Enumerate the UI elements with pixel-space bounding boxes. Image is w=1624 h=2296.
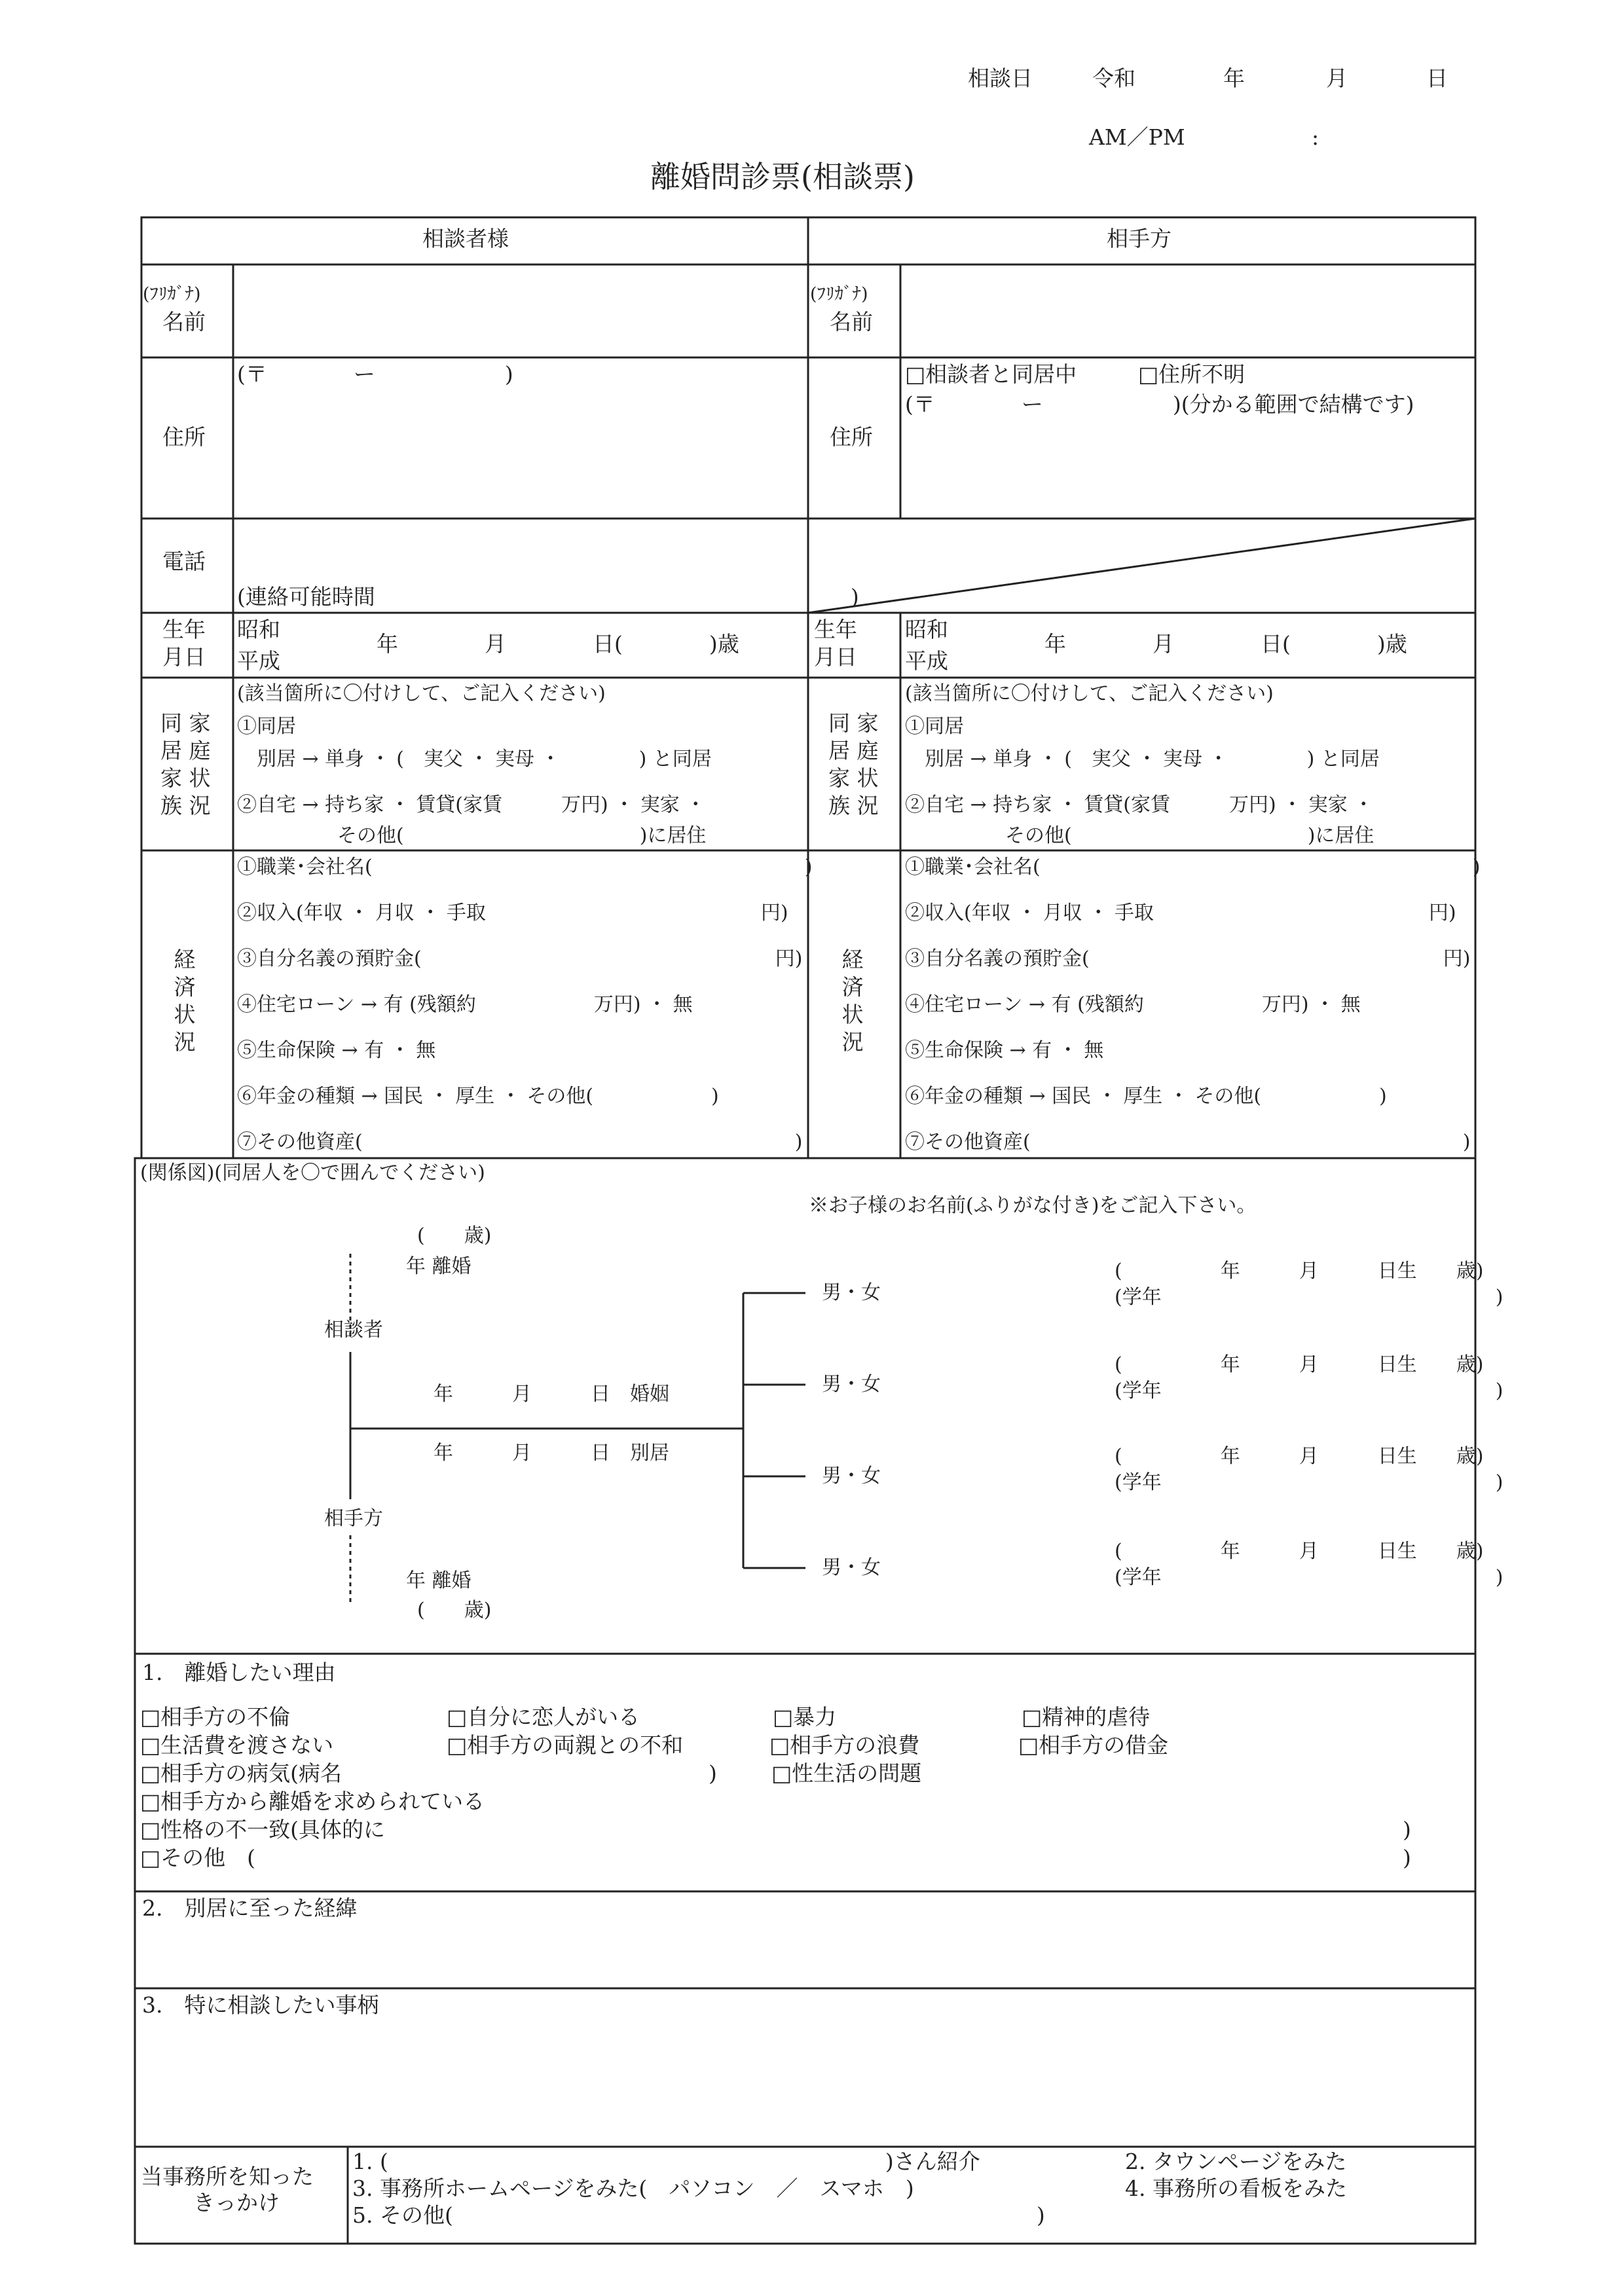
contact-time-field[interactable]: (連絡可能時間 ) <box>237 584 859 610</box>
partner-family-separate[interactable]: 別居 → 単身 ・ ( 実父 ・ 実母 ・ ) と同居 <box>925 748 1380 771</box>
relation-heading: (関係図)(同居人を〇で囲んでください) <box>140 1161 485 1184</box>
client-family-home[interactable]: ②自宅 → 持ち家 ・ 賃貸(家賃 万円) ・ 実家 ・ <box>237 793 706 816</box>
partner-econ-job[interactable]: ①職業･会社名( ) <box>905 856 1481 879</box>
partner-birth-fields[interactable]: 年 月 日( )歳 <box>1044 631 1407 657</box>
child-2-grade[interactable]: (学年 ) <box>1115 1379 1504 1402</box>
client-econ-label: 経済状況 <box>174 947 196 1055</box>
client-heisei[interactable]: 平成 <box>237 648 280 674</box>
era-label: 令和 <box>1092 65 1135 91</box>
partner-econ-insurance[interactable]: ⑤生命保険 → 有 ・ 無 <box>905 1039 1104 1062</box>
reason-other-checkbox[interactable]: □その他 ( <box>140 1845 256 1870</box>
separation-date[interactable]: 年 月 日 別居 <box>434 1442 669 1465</box>
source-townpage[interactable]: 2. タウンページをみた <box>1125 2149 1347 2174</box>
ampm-label: AM／PM <box>1089 124 1185 150</box>
source-other[interactable]: 5. その他( ) <box>352 2202 1045 2228</box>
client-family-cohabit[interactable]: ①同居 <box>237 715 296 738</box>
reason-violence-checkbox[interactable]: □暴力 <box>773 1704 837 1730</box>
child-3-grade[interactable]: (学年 ) <box>1115 1471 1504 1494</box>
reasons-heading: 1. 離婚したい理由 <box>142 1660 336 1685</box>
client-showa[interactable]: 昭和 <box>237 617 280 642</box>
client-econ-loan[interactable]: ④住宅ローン → 有 (残額約 万円) ・ 無 <box>237 993 693 1016</box>
marriage-date[interactable]: 年 月 日 婚姻 <box>434 1383 669 1406</box>
partner-family-label-3: 家 状 <box>828 765 879 791</box>
source-label-1: 当事務所を知った <box>141 2164 314 2189</box>
client-birth-label-1: 生年 <box>162 617 206 642</box>
partner-econ-assets[interactable]: ⑦その他資産( ) <box>905 1131 1471 1154</box>
child-4-birth[interactable]: ( 年 月 日生 歳) <box>1115 1540 1484 1563</box>
partner-family-note: (該当箇所に〇付けして、ご記入ください) <box>905 682 1274 705</box>
client-family-label-3: 家 状 <box>160 765 211 791</box>
child-1-birth[interactable]: ( 年 月 日生 歳) <box>1115 1260 1484 1283</box>
partner-family-home[interactable]: ②自宅 → 持ち家 ・ 賃貸(家賃 万円) ・ 実家 ・ <box>905 793 1374 816</box>
client-postal[interactable]: (〒 ー ) <box>237 361 513 387</box>
client-econ-savings[interactable]: ③自分名義の預貯金( 円) <box>237 947 803 970</box>
reason-affair-checkbox[interactable]: □相手方の不倫 <box>140 1704 291 1730</box>
reason-illness-checkbox[interactable]: □相手方の病気(病名 <box>140 1760 342 1786</box>
child-4-gender[interactable]: 男・女 <box>822 1556 881 1579</box>
reason-lover-checkbox[interactable]: □自分に恋人がいる <box>447 1704 640 1730</box>
child-3-birth[interactable]: ( 年 月 日生 歳) <box>1115 1445 1484 1468</box>
partner-econ-pension[interactable]: ⑥年金の種類 → 国民 ・ 厚生 ・ その他( ) <box>905 1085 1387 1108</box>
partner-prev-divorce[interactable]: 年 離婚 <box>406 1569 471 1592</box>
client-family-label-1: 同 家 <box>160 710 211 736</box>
client-address-label: 住所 <box>162 424 206 450</box>
child-2-birth[interactable]: ( 年 月 日生 歳) <box>1115 1353 1484 1376</box>
client-econ-pension[interactable]: ⑥年金の種類 → 国民 ・ 厚生 ・ その他( ) <box>237 1085 719 1108</box>
client-family-note: (該当箇所に〇付けして、ご記入ください) <box>237 682 606 705</box>
client-name-label: 名前 <box>162 309 206 335</box>
source-label-2: きっかけ <box>193 2190 280 2215</box>
client-econ-job[interactable]: ①職業･会社名( ) <box>237 856 813 879</box>
child-1-gender[interactable]: 男・女 <box>822 1281 881 1304</box>
consult-matters-heading: 3. 特に相談したい事柄 <box>142 1992 379 2018</box>
partner-birth-label-1: 生年 <box>814 617 857 642</box>
month-unit: 月 <box>1326 65 1348 91</box>
child-4-grade[interactable]: (学年 ) <box>1115 1566 1504 1589</box>
partner-family-label-2: 居 庭 <box>828 738 879 763</box>
client-econ-insurance[interactable]: ⑤生命保険 → 有 ・ 無 <box>237 1039 436 1062</box>
partner-birth-label-2: 月日 <box>814 644 857 670</box>
partner-postal[interactable]: (〒 ー )(分かる範囲で結構です) <box>905 392 1414 417</box>
partner-econ-savings[interactable]: ③自分名義の預貯金( 円) <box>905 947 1471 970</box>
page-title: 離婚問診票(相談票) <box>650 159 915 194</box>
reason-mental-abuse-checkbox[interactable]: □精神的虐待 <box>1022 1704 1151 1730</box>
client-prev-age[interactable]: ( 歳) <box>417 1224 492 1247</box>
time-colon: : <box>1312 124 1320 150</box>
client-phone-label: 電話 <box>162 549 206 574</box>
source-signboard[interactable]: 4. 事務所の看板をみた <box>1125 2176 1347 2201</box>
partner-family-cohabit[interactable]: ①同居 <box>905 715 964 738</box>
consult-date-label: 相談日 <box>968 65 1033 91</box>
client-birth-label-2: 月日 <box>162 644 206 670</box>
partner-family-label-1: 同 家 <box>828 710 879 736</box>
partner-name-label: 名前 <box>830 309 873 335</box>
cohabit-checkbox[interactable]: □相談者と同居中 <box>905 361 1077 387</box>
client-econ-assets[interactable]: ⑦その他資産( ) <box>237 1131 803 1154</box>
child-1-grade[interactable]: (学年 ) <box>1115 1286 1504 1309</box>
partner-family-other[interactable]: その他( )に居住 <box>1005 824 1375 847</box>
client-furigana-label: (ﾌﾘｶﾞﾅ) <box>143 284 201 304</box>
client-family-label-4: 族 況 <box>160 793 211 818</box>
partner-econ-income[interactable]: ②収入(年収 ・ 月収 ・ 手取 円) <box>905 902 1456 924</box>
reason-waste-checkbox[interactable]: □相手方の浪費 <box>769 1732 920 1758</box>
client-family-label-2: 居 庭 <box>160 738 211 763</box>
client-family-other[interactable]: その他( )に居住 <box>337 824 707 847</box>
child-name-note: ※お子様のお名前(ふりがな付き)をご記入下さい。 <box>809 1194 1257 1217</box>
client-column-header: 相談者様 <box>422 226 509 251</box>
source-homepage[interactable]: 3. 事務所ホームページをみた( パソコン ／ スマホ ) <box>352 2176 914 2201</box>
reason-debt-checkbox[interactable]: □相手方の借金 <box>1018 1732 1169 1758</box>
partner-econ-loan[interactable]: ④住宅ローン → 有 (残額約 万円) ・ 無 <box>905 993 1361 1016</box>
source-referral[interactable]: 1. ( )さん紹介 <box>352 2149 980 2174</box>
reason-sex-life-checkbox[interactable]: □性生活の問題 <box>771 1760 922 1786</box>
partner-showa[interactable]: 昭和 <box>905 617 948 642</box>
reason-in-laws-checkbox[interactable]: □相手方の両親との不和 <box>447 1732 684 1758</box>
reason-personality-checkbox[interactable]: □性格の不一致(具体的に <box>140 1817 386 1842</box>
reason-personality-close: ) <box>1403 1817 1411 1842</box>
partner-prev-age[interactable]: ( 歳) <box>417 1599 492 1622</box>
client-family-separate[interactable]: 別居 → 単身 ・ ( 実父 ・ 実母 ・ ) と同居 <box>257 748 712 771</box>
year-unit: 年 <box>1223 65 1245 91</box>
partner-econ-label: 経済状況 <box>841 947 864 1055</box>
client-node: 相談者 <box>324 1319 383 1341</box>
partner-column-header: 相手方 <box>1107 226 1172 251</box>
separation-background-heading: 2. 別居に至った経緯 <box>142 1895 358 1921</box>
day-unit: 日 <box>1426 65 1448 91</box>
reason-no-living-costs-checkbox[interactable]: □生活費を渡さない <box>140 1732 334 1758</box>
client-prev-divorce[interactable]: 年 離婚 <box>406 1255 471 1278</box>
partner-furigana-label: (ﾌﾘｶﾞﾅ) <box>810 284 868 304</box>
child-2-gender[interactable]: 男・女 <box>822 1373 881 1396</box>
partner-node: 相手方 <box>324 1507 383 1530</box>
reason-requested-checkbox[interactable]: □相手方から離婚を求められている <box>140 1789 485 1814</box>
client-econ-income[interactable]: ②収入(年収 ・ 月収 ・ 手取 円) <box>237 902 788 924</box>
partner-family-label-4: 族 況 <box>828 793 879 818</box>
reason-other-close: ) <box>1403 1845 1411 1870</box>
partner-address-label: 住所 <box>830 424 873 450</box>
child-3-gender[interactable]: 男・女 <box>822 1465 881 1487</box>
client-birth-fields[interactable]: 年 月 日( )歳 <box>377 631 739 657</box>
partner-heisei[interactable]: 平成 <box>905 648 948 674</box>
address-unknown-checkbox[interactable]: □住所不明 <box>1138 361 1246 387</box>
reason-illness-close: ) <box>709 1760 717 1786</box>
